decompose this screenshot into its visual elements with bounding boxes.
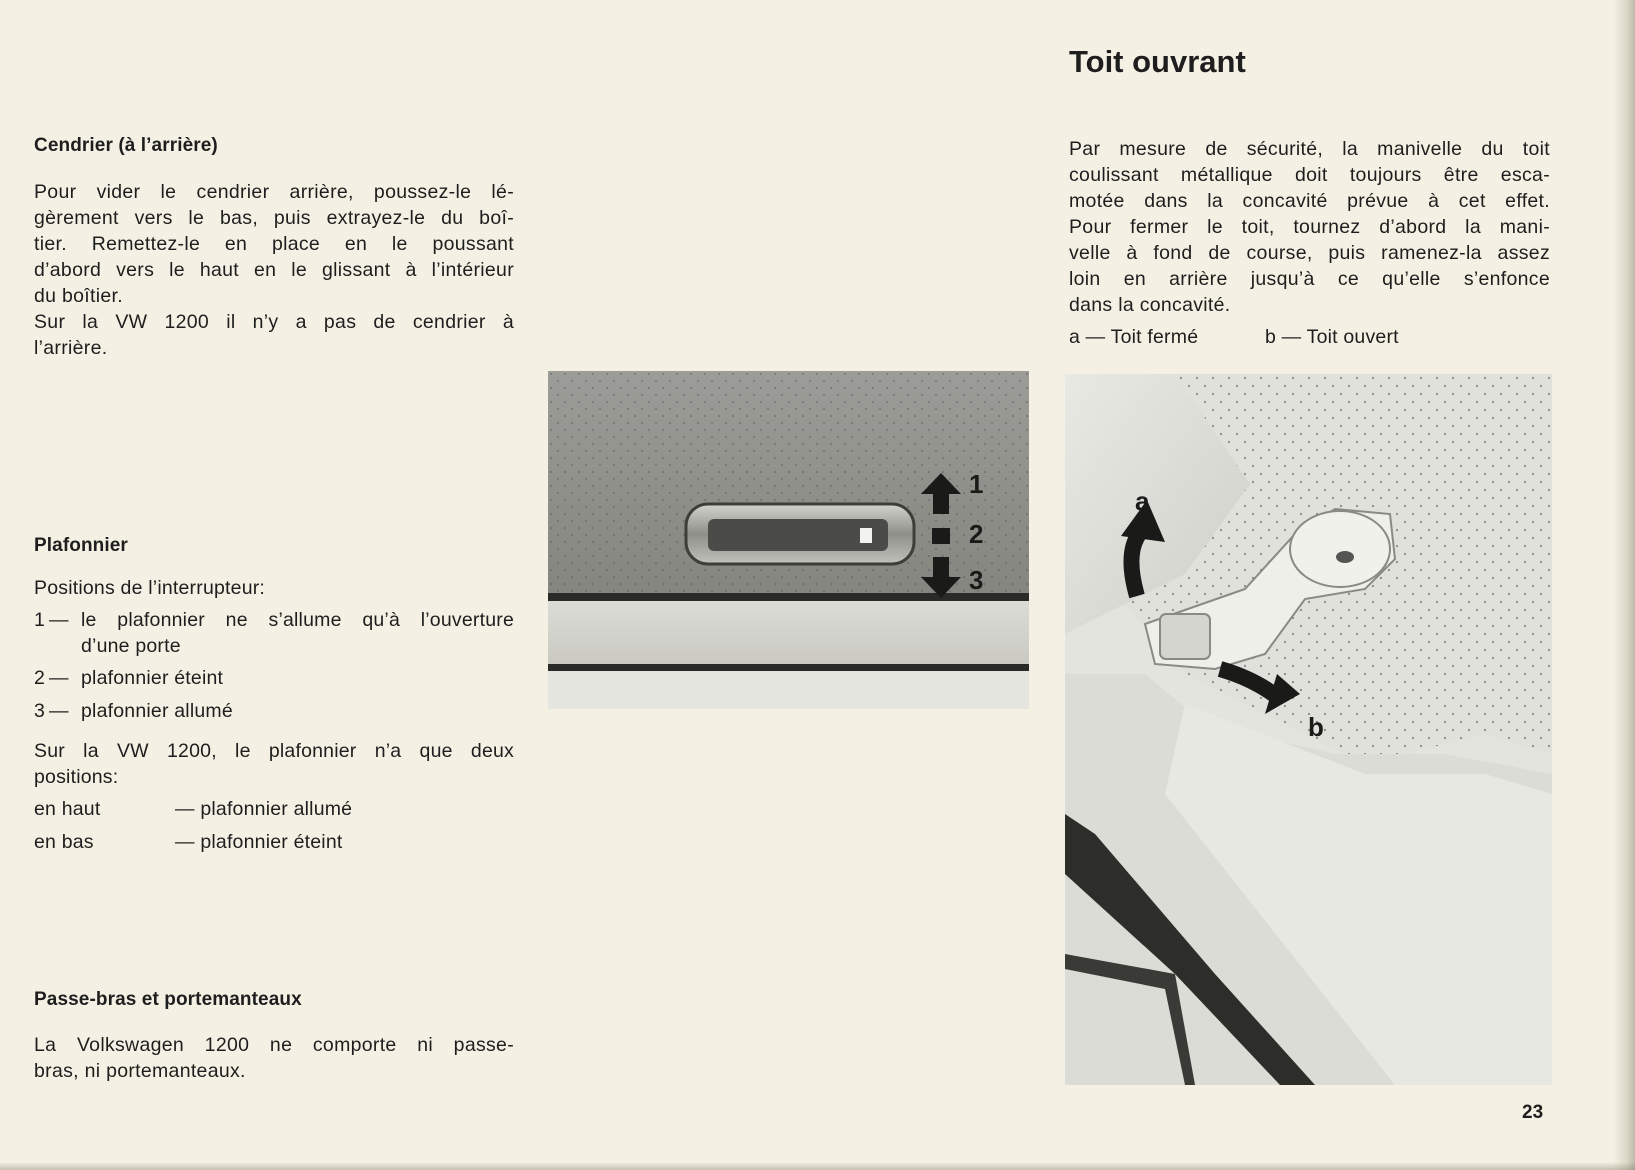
sunroof-line: motée dans la concavité prévue à cet effet. bbox=[1069, 190, 1550, 212]
arrow-label-a: a bbox=[1135, 486, 1150, 516]
vw1200-note-line1: Sur la VW 1200, le plafonnier n’a que deux bbox=[34, 740, 514, 762]
position-3-number: 3 bbox=[34, 700, 46, 722]
ashtray-line: d’abord vers le haut en le glissant à l’intérieur bbox=[34, 259, 514, 281]
armrest-heading: Passe-bras et portemanteaux bbox=[34, 989, 302, 1010]
sunroof-line: coulissant métallique doit toujours être esca- bbox=[1069, 164, 1550, 186]
sunroof-crank-photo bbox=[1065, 374, 1552, 1085]
armrest-line: La Volkswagen 1200 ne comporte ni passe- bbox=[34, 1034, 514, 1056]
switch-label-3: 3 bbox=[969, 565, 984, 595]
position-3-text: plafonnier allumé bbox=[81, 700, 233, 722]
ashtray-line: du boîtier. bbox=[34, 285, 123, 307]
option-down-desc: — plafonnier éteint bbox=[175, 831, 343, 853]
switch-label-2: 2 bbox=[969, 519, 984, 549]
position-3-dash: — bbox=[49, 700, 69, 722]
ashtray-line: Pour vider le cendrier arrière, poussez-le lé- bbox=[34, 181, 514, 203]
switch-label-1: 1 bbox=[969, 469, 984, 499]
position-1-text-cont: d’une porte bbox=[81, 635, 181, 657]
sunroof-line: Pour fermer le toit, tournez d’abord la mani- bbox=[1069, 216, 1550, 238]
ceiling-light-photo bbox=[548, 371, 1029, 709]
ashtray-line: tier. Remettez-le en place en le poussant bbox=[34, 233, 514, 255]
sunroof-line: Par mesure de sécurité, la manivelle du toit bbox=[1069, 138, 1550, 160]
armrest-line: bras, ni portemanteaux. bbox=[34, 1060, 246, 1082]
ashtray-line: Sur la VW 1200 il n’y a pas de cendrier à bbox=[34, 311, 514, 333]
position-2-number: 2 bbox=[34, 667, 46, 689]
sunroof-line: dans la concavité. bbox=[1069, 294, 1231, 316]
vw1200-note-line2: positions: bbox=[34, 766, 119, 788]
position-1-number: 1 bbox=[34, 609, 46, 631]
position-1-text: le plafonnier ne s’allume qu’à l’ouverture bbox=[81, 609, 514, 631]
ashtray-line: gèrement vers le bas, puis extrayez-le du boî- bbox=[34, 207, 514, 229]
ashtray-heading: Cendrier (à l’arrière) bbox=[34, 135, 218, 156]
page-number: 23 bbox=[1522, 1102, 1544, 1123]
ceiling-light-heading: Plafonnier bbox=[34, 535, 128, 556]
option-down-label: en bas bbox=[34, 831, 94, 853]
option-up-desc: — plafonnier allumé bbox=[175, 798, 353, 820]
ashtray-line: l’arrière. bbox=[34, 337, 108, 359]
switch-positions-intro: Positions de l’interrupteur: bbox=[34, 577, 266, 599]
page-bottom-shadow bbox=[0, 1162, 1635, 1170]
armrest-text bbox=[34, 1032, 514, 1084]
position-2-text: plafonnier éteint bbox=[81, 667, 224, 689]
arrow-label-b: b bbox=[1308, 712, 1324, 742]
position-1-dash: — bbox=[49, 609, 69, 631]
page-edge-shadow bbox=[1613, 0, 1635, 1170]
ashtray-text bbox=[34, 179, 514, 361]
position-2-dash: — bbox=[49, 667, 69, 689]
ceiling-light-illustration bbox=[548, 371, 1029, 709]
sunroof-title: Toit ouvrant bbox=[1069, 44, 1246, 79]
sunroof-line: velle à fond de course, puis ramenez-la assez bbox=[1069, 242, 1550, 264]
sunroof-text bbox=[1069, 136, 1550, 318]
sunroof-line: loin en arrière jusqu’à ce qu’elle s’enfonce bbox=[1069, 268, 1550, 290]
legend-b: b — Toit ouvert bbox=[1265, 326, 1399, 348]
legend-a: a — Toit fermé bbox=[1069, 326, 1199, 348]
option-up-label: en haut bbox=[34, 798, 101, 820]
